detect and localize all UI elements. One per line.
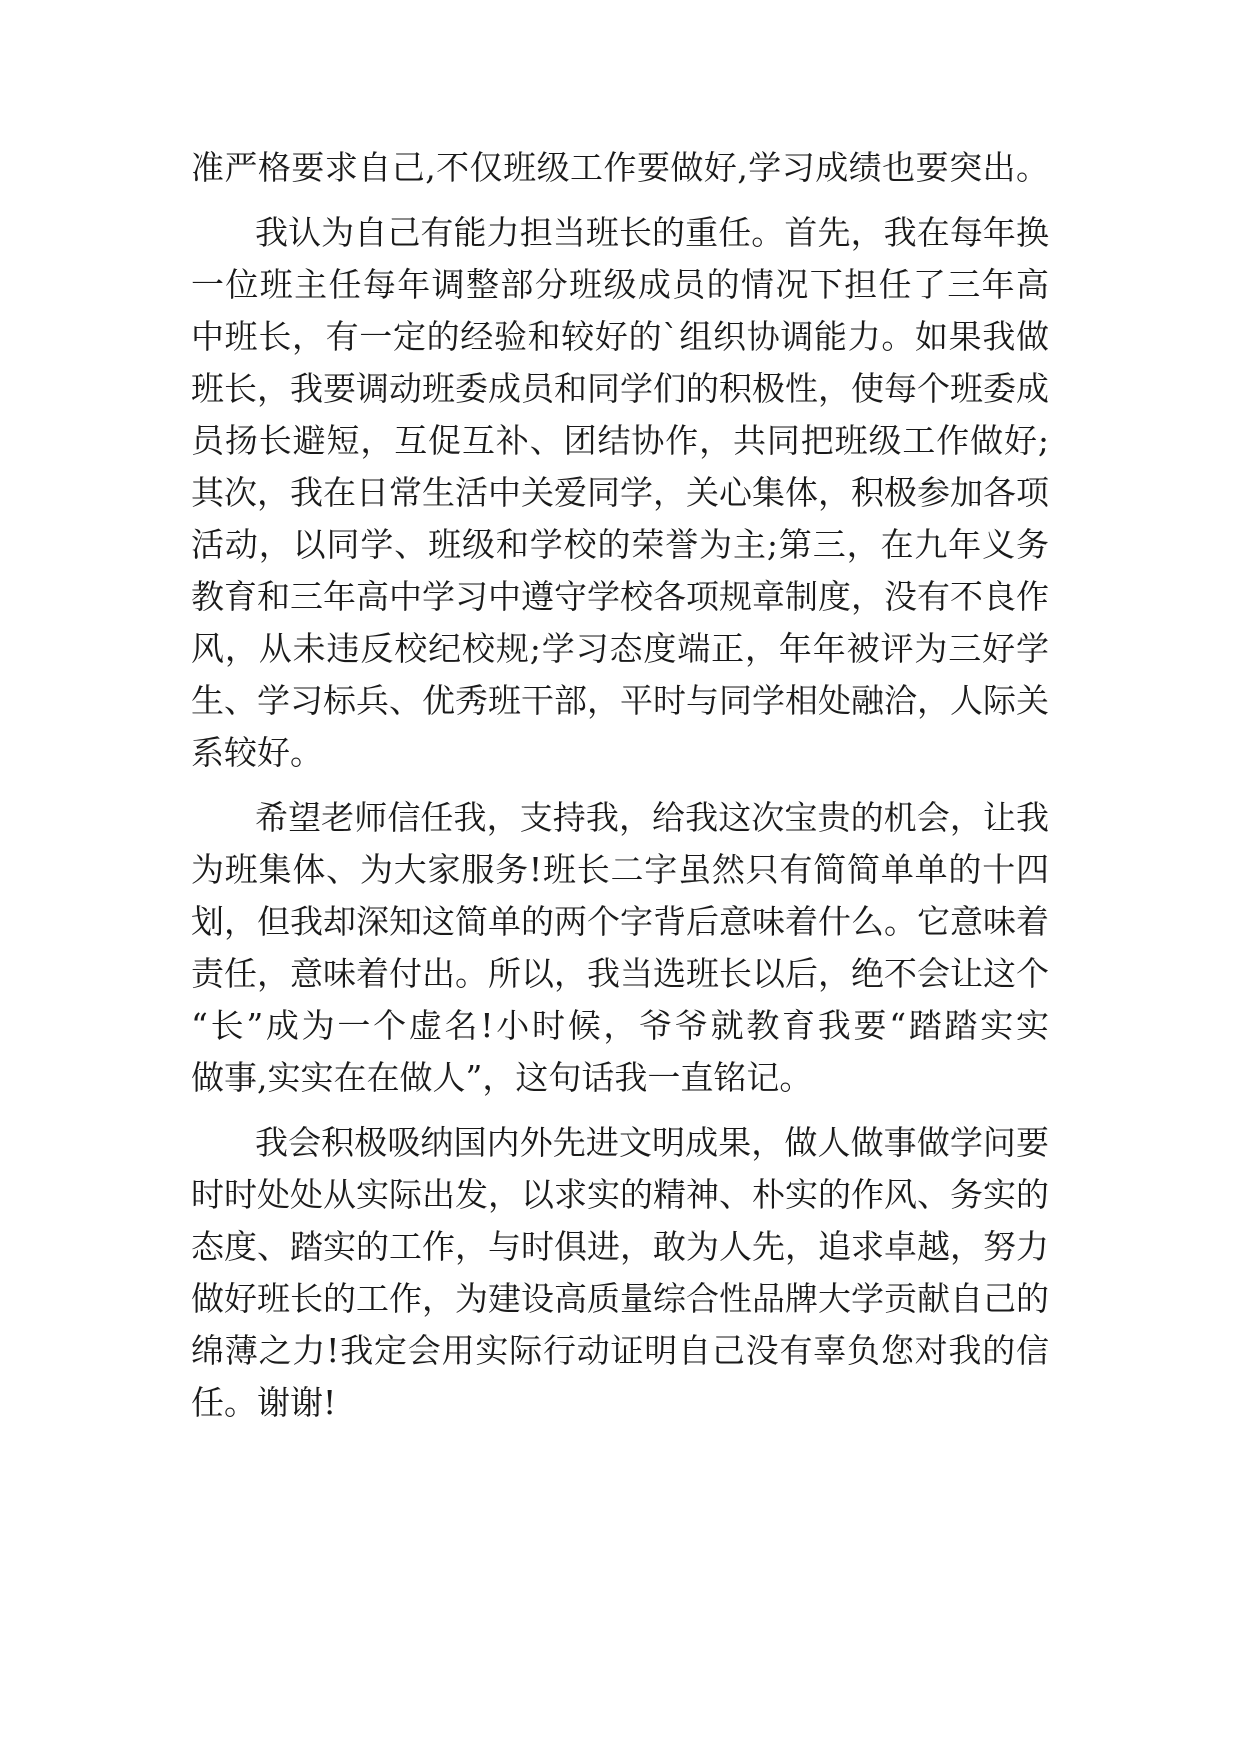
text-line: 做好班长的工作，为建设高质量综合性品牌大学贡献自己的 (191, 1279, 1049, 1318)
text-line: 划，但我却深知这简单的两个字背后意味着什么。它意味着 (191, 902, 1049, 941)
text-line: 一位班主任每年调整部分班级成员的情况下担任了三年高 (191, 265, 1049, 304)
text-line: 生、学习标兵、优秀班干部，平时与同学相处融洽，人际关 (191, 681, 1049, 720)
paragraph-first-line: 我会积极吸纳国内外先进文明成果，做人做事做学问要 (255, 1123, 1049, 1162)
text-line: 为班集体、为大家服务!班长二字虽然只有简简单单的十四 (191, 850, 1049, 889)
text-line: “长”成为一个虚名!小时候，爷爷就教育我要“踏踏实实 (191, 1006, 1049, 1045)
paragraph-last-line: 系较好。 (191, 733, 323, 772)
paragraph-first-line: 希望老师信任我，支持我，给我这次宝贵的机会，让我 (255, 798, 1049, 837)
text-line: 其次，我在日常生活中关爱同学，关心集体，积极参加各项 (191, 473, 1049, 512)
paragraph-first-line: 我认为自己有能力担当班长的重任。首先，我在每年换 (255, 213, 1049, 252)
text-line: 员扬长避短，互促互补、团结协作，共同把班级工作做好; (191, 421, 1049, 460)
text-line: 风，从未违反校纪校规;学习态度端正，年年被评为三好学 (191, 629, 1049, 668)
text-line: 中班长，有一定的经验和较好的`组织协调能力。如果我做 (191, 317, 1049, 356)
paragraph-last-line: 做事,实实在在做人”，这句话我一直铭记。 (191, 1058, 813, 1097)
text-line: 绵薄之力!我定会用实际行动证明自己没有辜负您对我的信 (191, 1331, 1049, 1370)
text-line: 班长，我要调动班委成员和同学们的积极性，使每个班委成 (191, 369, 1049, 408)
text-line: 活动，以同学、班级和学校的荣誉为主;第三，在九年义务 (191, 525, 1049, 564)
text-line: 教育和三年高中学习中遵守学校各项规章制度，没有不良作 (191, 577, 1049, 616)
paragraph-last-line: 任。谢谢! (191, 1383, 337, 1422)
text-line: 准严格要求自己,不仅班级工作要做好,学习成绩也要突出。 (191, 148, 1049, 187)
text-line: 责任，意味着付出。所以，我当选班长以后，绝不会让这个 (191, 954, 1049, 993)
text-line: 时时处处从实际出发，以求实的精神、朴实的作风、务实的 (191, 1175, 1049, 1214)
text-line: 态度、踏实的工作，与时俱进，敢为人先，追求卓越，努力 (191, 1227, 1049, 1266)
